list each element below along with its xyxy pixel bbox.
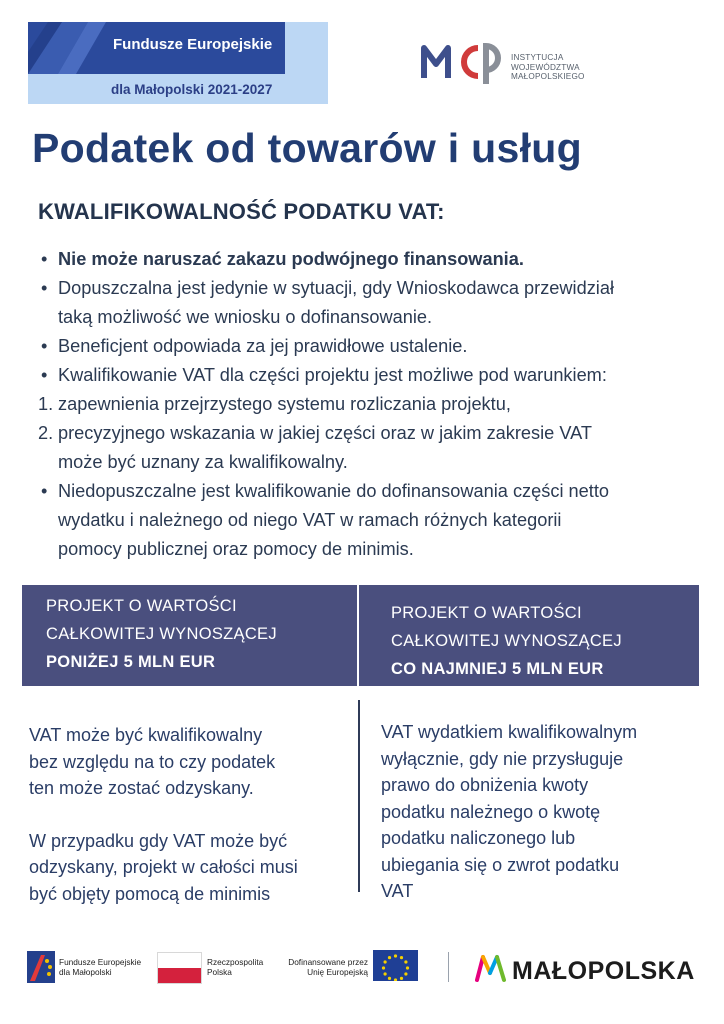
- eu-footer-text: Dofinansowane przez Unię Europejską: [288, 957, 368, 977]
- page-title: Podatek od towarów i usług: [32, 125, 582, 171]
- right-column-header: PROJEKT O WARTOŚCI CAŁKOWITEJ WYNOSZĄCEJ CO NAJMNIEJ 5 MLN EUR: [391, 604, 622, 678]
- mcp-logo-icon: [420, 38, 508, 86]
- institution-name: INSTYTUCJA WOJEWÓDZTWA MAŁOPOLSKIEGO: [511, 53, 585, 81]
- footer-divider: [448, 952, 449, 982]
- poland-flag-icon: [157, 952, 202, 984]
- left-column-header: PROJEKT O WARTOŚCI CAŁKOWITEJ WYNOSZĄCEJ PONIŻEJ 5 MLN EUR: [46, 597, 277, 671]
- left-column-body: VAT może być kwalifikowalny bez względu na to czy podatek ten może zostać odzyskany. W przypadku gdy VAT może być odzyskany, projekt w całości musi być objęty pomocą de minimis: [29, 725, 298, 904]
- fe-footer-text: Fundusze Europejskie dla Małopolski: [59, 957, 142, 977]
- section-subtitle: KWALIFIKOWALNOŚĆ PODATKU VAT:: [38, 199, 445, 224]
- eu-flag-icon: [373, 950, 418, 981]
- fe-logo-title: Fundusze Europejskie: [113, 36, 273, 53]
- fe-logo-subtitle: dla Małopolski 2021-2027: [111, 82, 273, 97]
- band-divider: [357, 585, 359, 686]
- malopolska-m-icon: [474, 953, 508, 983]
- fe-logo-banner: [28, 22, 328, 104]
- fe-logo-dark-block: [28, 22, 285, 74]
- column-divider: [358, 700, 360, 892]
- malopolska-wordmark: MAŁOPOLSKA: [512, 957, 695, 985]
- right-column-body: VAT wydatkiem kwalifikowalnym wyłącznie, gdy nie przysługuje prawo do obniżenia kwoty podatku należnego o kwotę podatku naliczonego lub ubiegania się o zwrot podatku VAT: [381, 722, 638, 901]
- fe-footer-logo-icon: [27, 951, 55, 983]
- rp-footer-text: Rzeczpospolita Polska: [207, 957, 264, 977]
